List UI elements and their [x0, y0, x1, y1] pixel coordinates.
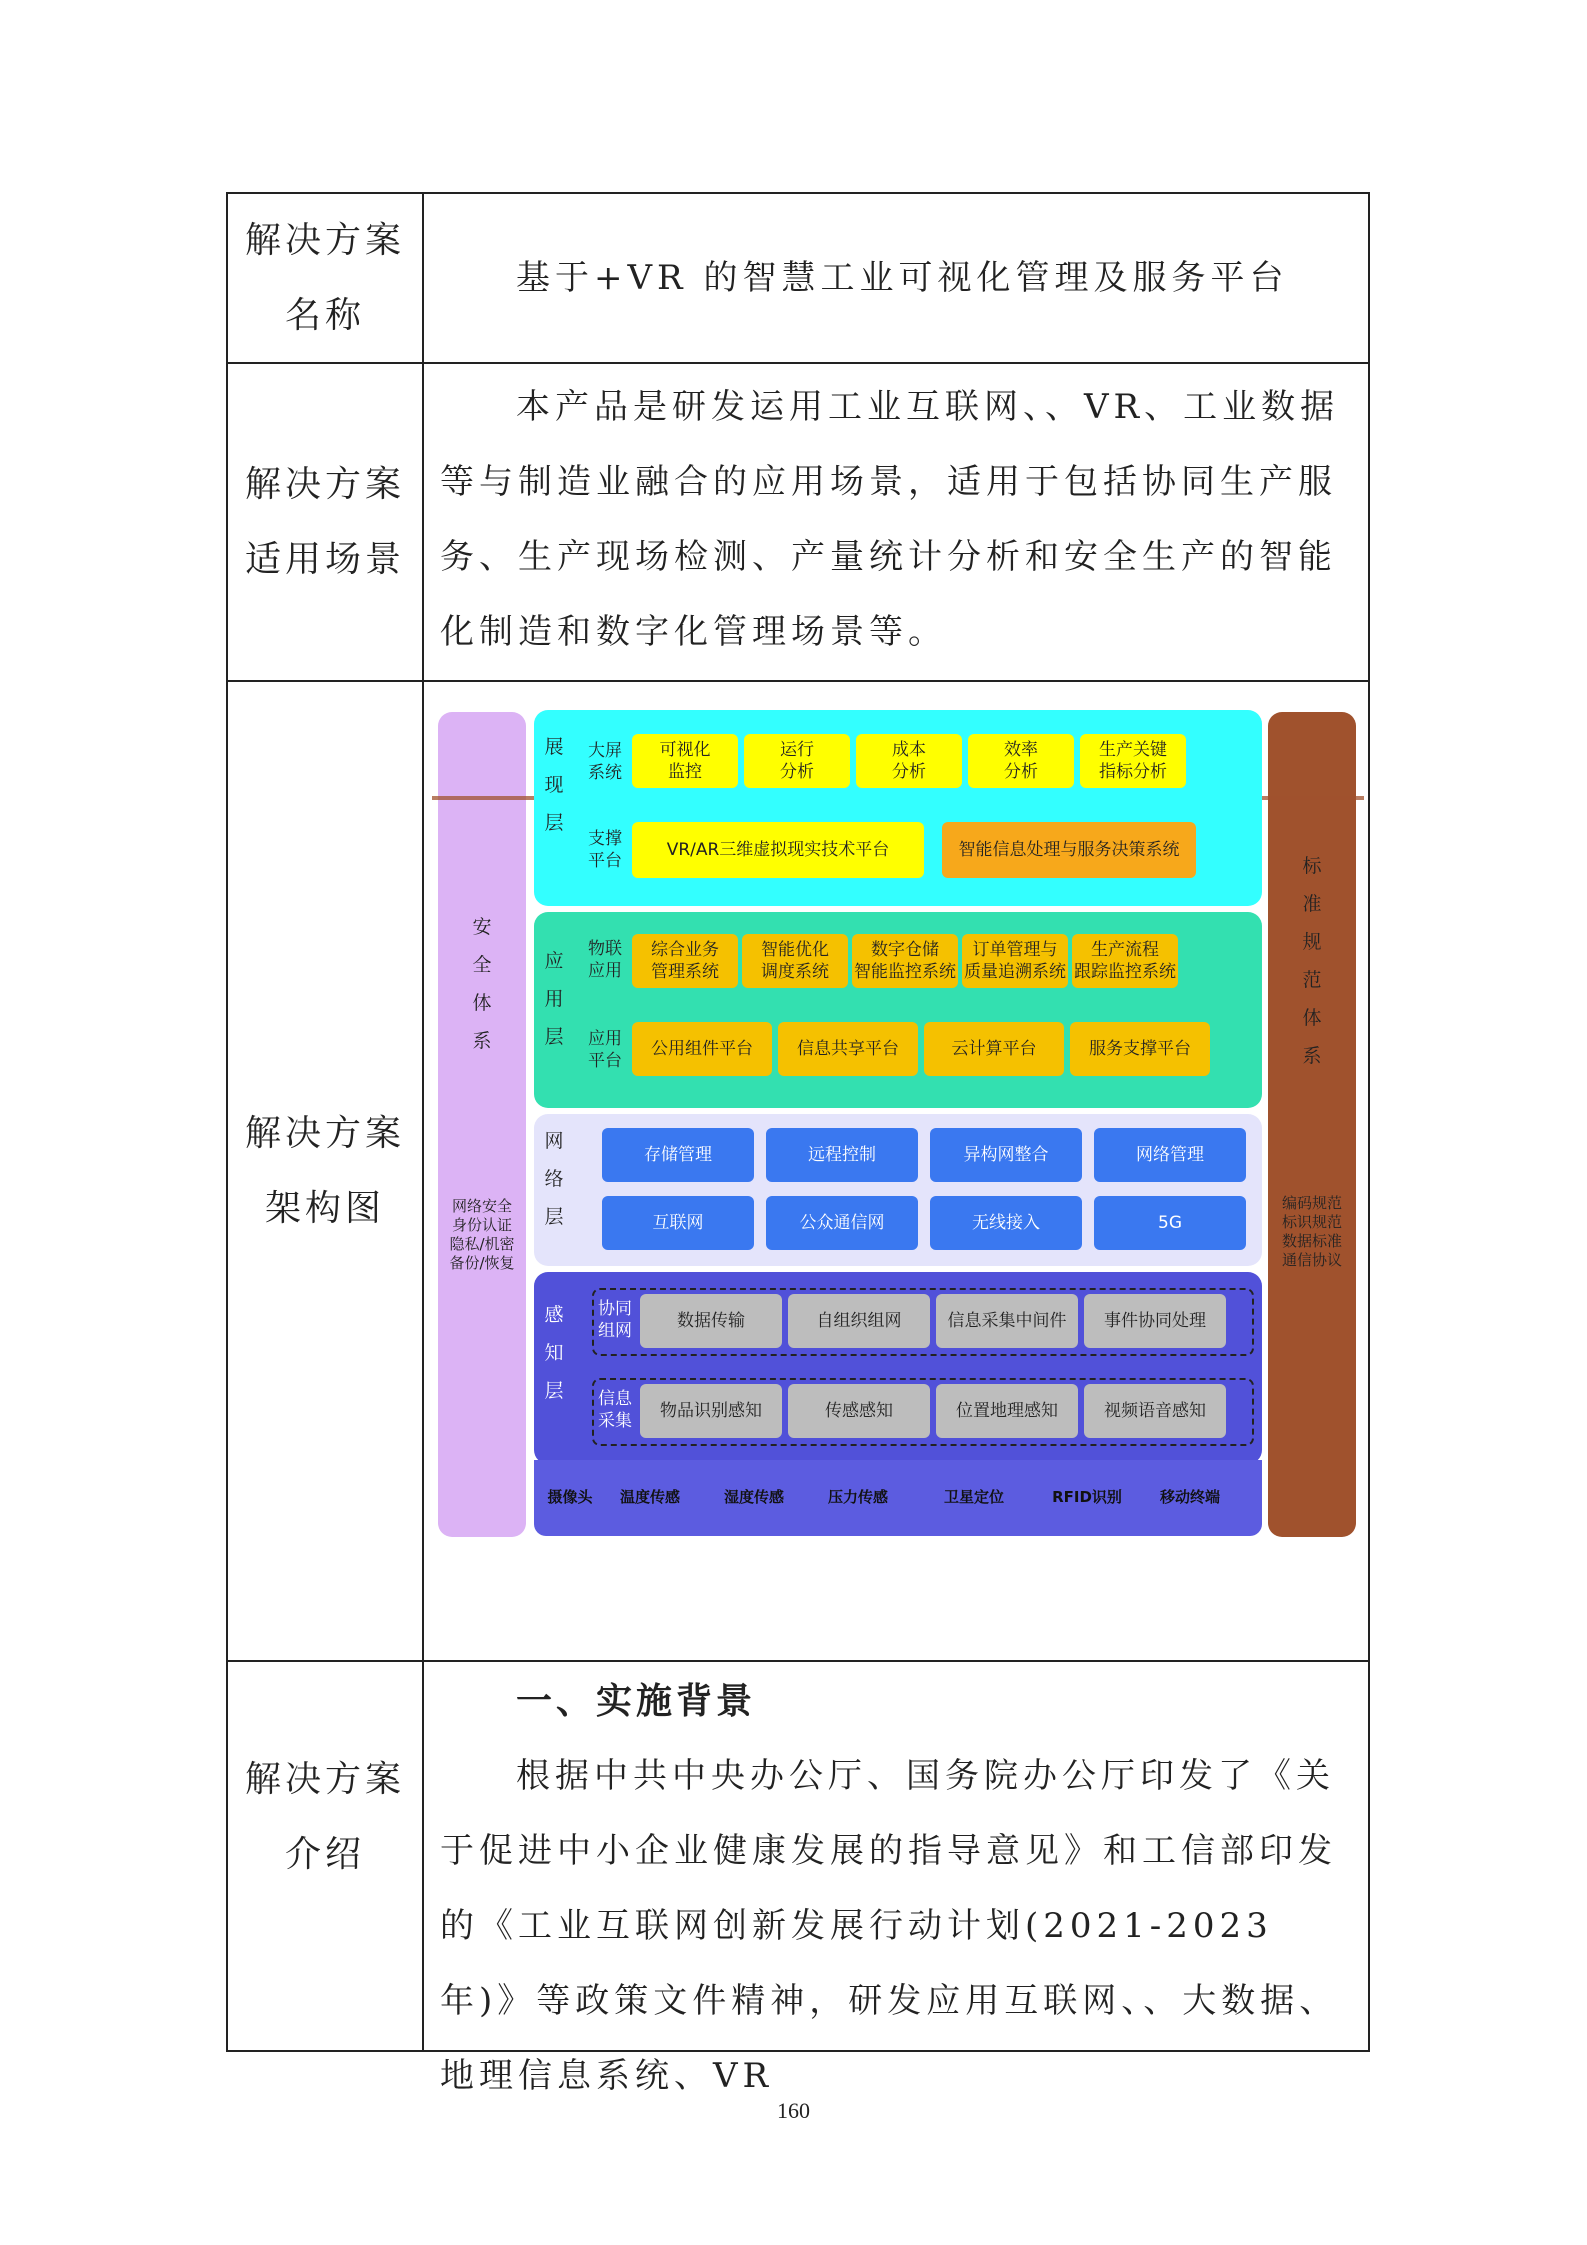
device-humidity: 湿度传感: [723, 1488, 784, 1506]
page-number: 160: [777, 2098, 810, 2123]
device-rfid: RFID识别: [1052, 1488, 1122, 1506]
5g-box: 5G: [1094, 1196, 1246, 1250]
network-layer: [534, 1114, 1262, 1266]
application-layer: [534, 912, 1262, 1108]
middleware-box: 信息采集中间件: [936, 1294, 1078, 1348]
network-mgmt-box: 网络管理: [1094, 1128, 1246, 1182]
display-layer-title: 展 现 层: [544, 736, 564, 834]
display-layer: [534, 710, 1262, 906]
efficiency-analysis-box: 效率 分析: [968, 734, 1074, 788]
standards-title: 标 准 规 范 体 系: [1302, 855, 1322, 1067]
row-scene: [228, 364, 1368, 682]
order-quality-box: 订单管理与 质量追溯系统: [962, 934, 1068, 988]
solution-title: 基于+VR 的智慧工业可视化管理及服务平台: [516, 257, 1289, 298]
support-platform-label: 支撑 平台: [588, 829, 622, 871]
device-temperature: 温度传感: [619, 1488, 680, 1506]
event-collab-box: 事件协同处理: [1084, 1294, 1226, 1348]
info-collect-label: 信息 采集: [598, 1389, 632, 1431]
app-platform-label: 应用 平台: [588, 1029, 622, 1071]
perception-layer-title: 感 知 层: [544, 1304, 564, 1402]
visual-monitor-box: 可视化 监控: [632, 734, 738, 788]
intro-text: 根据中共中央办公厅、国务院办公厅印发了《关于促进中小企业健康发展的指导意见》和工信部印发的《工业互联网创新发展行动计划(2021-2023 年)》等政策文件精神，研发应用互联网、、大数据、地理信息系统、VR: [440, 1756, 1339, 2096]
bigscreen-label: 大屏 系统: [588, 741, 622, 783]
hetero-network-box: 异构网整合: [930, 1128, 1082, 1182]
row-intro: [228, 1662, 1368, 2096]
location-perception-box: 位置地理感知: [936, 1384, 1078, 1438]
public-comm-box: 公众通信网: [766, 1196, 918, 1250]
operation-analysis-box: 运行 分析: [744, 734, 850, 788]
service-support-box: 服务支撑平台: [1070, 1022, 1210, 1076]
remote-control-box: 远程控制: [766, 1128, 918, 1182]
label-line-1: 解决方案: [244, 464, 405, 505]
vr-ar-platform-box: VR/AR三维虚拟现实技术平台: [632, 822, 924, 878]
smart-scheduling-box: 智能优化 调度系统: [742, 934, 848, 988]
security-items: 网络安全 身份认证 隐私/机密 备份/恢复: [449, 1197, 515, 1272]
standards-items: 编码规范 标识规范 数据标准 通信协议: [1281, 1194, 1342, 1269]
security-system-column: [438, 712, 526, 1537]
application-layer-title: 应 用 层: [544, 950, 564, 1048]
row-label: [228, 1662, 424, 2052]
kpi-analysis-box: 生产关键 指标分析: [1080, 734, 1186, 788]
cost-analysis-box: 成本 分析: [856, 734, 962, 788]
label-line-2: 适用场景: [244, 539, 405, 580]
cloud-computing-box: 云计算平台: [924, 1022, 1064, 1076]
device-camera: 摄像头: [547, 1488, 593, 1506]
row-label: [228, 682, 424, 1660]
row-label: [228, 364, 424, 680]
object-recognition-box: 物品识别感知: [640, 1384, 782, 1438]
storage-mgmt-box: 存储管理: [602, 1128, 754, 1182]
common-component-box: 公用组件平台: [632, 1022, 772, 1076]
scene-text: 本产品是研发运用工业互联网、、VR、工业数据等与制造业融合的应用场景，适用于包括协同生产服务、生产现场检测、产量统计分析和安全生产的智能化制造和数字化管理场景等。: [440, 387, 1340, 652]
data-transfer-box: 数据传输: [640, 1294, 782, 1348]
iot-app-label: 物联 应用: [588, 939, 622, 981]
collab-network-label: 协同 组网: [598, 1299, 632, 1341]
row-label: [228, 194, 424, 362]
self-organizing-box: 自组织组网: [788, 1294, 930, 1348]
intelligent-decision-box: 智能信息处理与服务决策系统: [942, 822, 1196, 878]
label-line-2: 介绍: [284, 1834, 365, 1875]
security-title: 安 全 体 系: [472, 916, 492, 1052]
label-line-1: 解决方案: [244, 220, 405, 261]
device-satellite: 卫星定位: [943, 1488, 1004, 1506]
label-line-2: 名称: [284, 295, 365, 336]
network-layer-title: 网 络 层: [544, 1130, 564, 1228]
wireless-access-box: 无线接入: [930, 1196, 1082, 1250]
device-pressure: 压力传感: [827, 1488, 888, 1506]
architecture-diagram: [438, 710, 1358, 1550]
row-solution-name: [228, 194, 1368, 364]
device-mobile: 移动终端: [1159, 1488, 1220, 1506]
info-sharing-box: 信息共享平台: [778, 1022, 918, 1076]
standards-system-column: [1268, 712, 1356, 1537]
label-line-1: 解决方案: [244, 1113, 405, 1154]
label-line-1: 解决方案: [244, 1759, 405, 1800]
warehouse-monitor-box: 数字仓储 智能监控系统: [852, 934, 958, 988]
video-audio-box: 视频语音感知: [1084, 1384, 1226, 1438]
intro-heading: 一、实施背景: [516, 1680, 757, 1722]
label-line-2: 架构图: [264, 1188, 385, 1229]
sensor-perception-box: 传感感知: [788, 1384, 930, 1438]
devices-layer: [534, 1460, 1262, 1536]
perception-layer: [534, 1272, 1262, 1464]
process-tracking-box: 生产流程 跟踪监控系统: [1072, 934, 1178, 988]
business-mgmt-box: 综合业务 管理系统: [632, 934, 738, 988]
internet-box: 互联网: [602, 1196, 754, 1250]
